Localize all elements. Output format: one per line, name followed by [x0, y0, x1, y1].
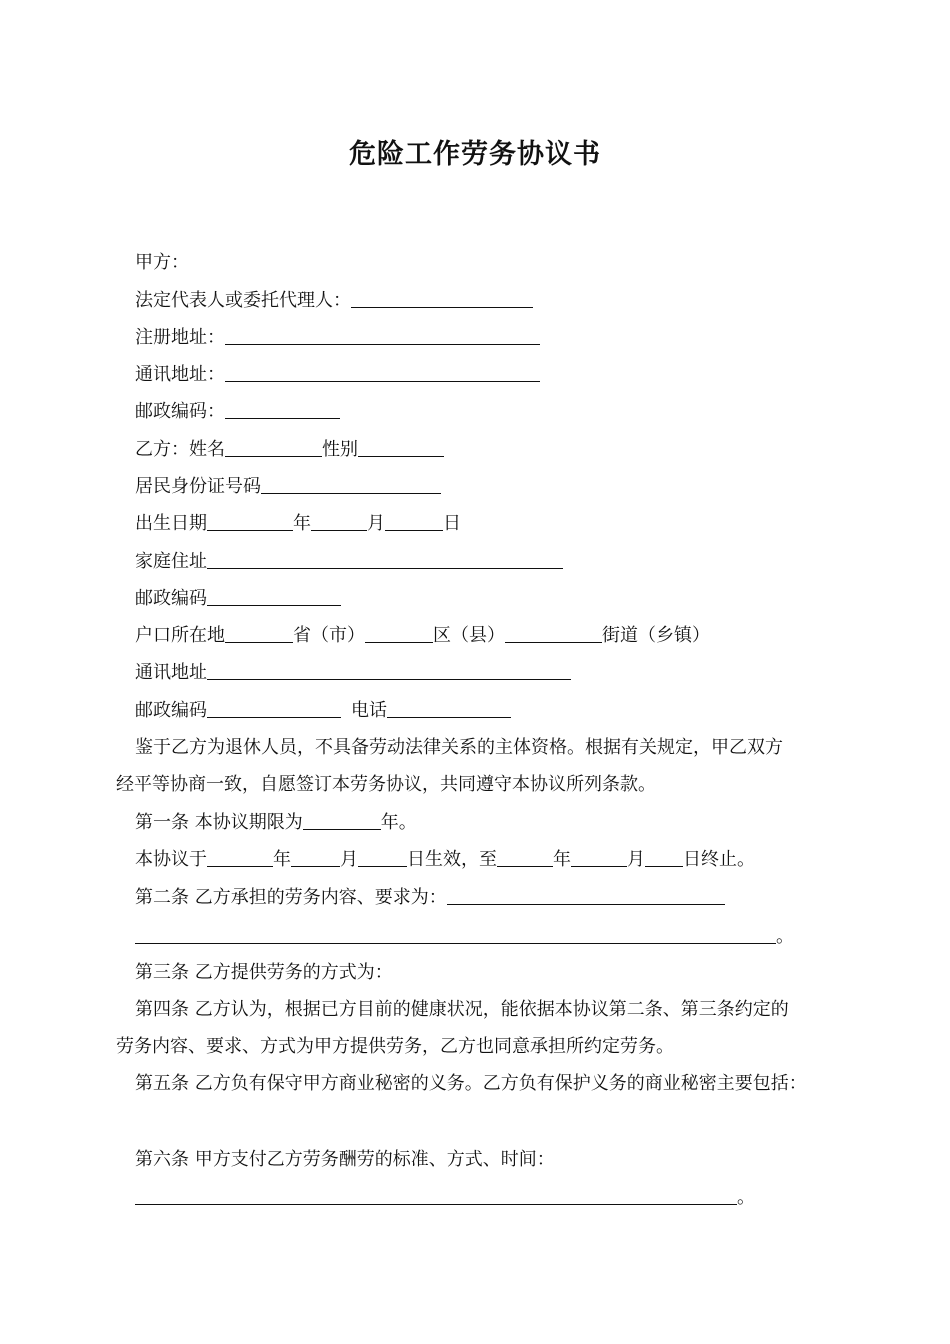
end-year-label: 年 — [553, 849, 571, 870]
representative-blank[interactable] — [351, 291, 533, 308]
article-2-blank[interactable] — [447, 888, 725, 905]
household-registration-label: 户口所在地 — [135, 625, 225, 646]
article-6-period: 。 — [737, 1187, 755, 1208]
birth-day-blank[interactable] — [385, 514, 443, 531]
document-title: 危险工作劳务协议书 — [349, 139, 601, 170]
party-b-mailing-address-label: 通讯地址 — [135, 662, 207, 683]
preamble-line-1: 鉴于乙方为退休人员，不具备劳动法律关系的主体资格。根据有关规定，甲乙双方 — [135, 737, 783, 758]
party-b-name-blank[interactable] — [225, 440, 322, 457]
article-1-text: 第一条 本协议期限为 — [135, 812, 303, 833]
party-a-line — [135, 252, 189, 274]
id-number-label: 居民身份证号码 — [135, 476, 261, 497]
effective-period-line — [135, 849, 755, 871]
district-blank[interactable] — [365, 626, 433, 643]
representative-line — [135, 290, 533, 312]
home-address-label: 家庭住址 — [135, 551, 207, 572]
registered-address-line — [135, 327, 540, 349]
home-address-line — [135, 551, 563, 573]
street-blank[interactable] — [505, 626, 602, 643]
term-years-label: 年。 — [380, 812, 417, 833]
province-blank[interactable] — [225, 626, 293, 643]
birth-date-label: 出生日期 — [135, 513, 207, 534]
party-b-name-label: 乙方：姓名 — [135, 439, 225, 460]
party-b-postcode-label-2: 邮政编码 — [135, 700, 207, 721]
birth-year-label: 年 — [293, 513, 311, 534]
party-b-mailing-address-blank[interactable] — [207, 663, 571, 680]
gender-blank[interactable] — [358, 440, 444, 457]
start-day-blank[interactable] — [358, 850, 407, 867]
party-a-mailing-address-line — [135, 364, 540, 386]
article-6-continuation-line — [135, 1187, 755, 1209]
start-year-label: 年 — [273, 849, 291, 870]
article-4-line-1: 第四条 乙方认为，根据已方目前的健康状况，能依据本协议第二条、第三条约定的 — [135, 999, 789, 1020]
article-2-continuation-line — [135, 926, 794, 948]
start-day-label: 日生效，至 — [407, 849, 497, 870]
article-6-blank[interactable] — [135, 1188, 737, 1205]
birth-day-label: 日 — [443, 513, 461, 534]
start-year-blank[interactable] — [207, 850, 273, 867]
article-3-line: 第三条 乙方提供劳务的方式为： — [135, 962, 393, 983]
party-a-mailing-address-blank[interactable] — [225, 365, 540, 382]
article-1-line — [135, 812, 417, 834]
household-registration-line — [135, 625, 710, 647]
birth-date-line — [135, 513, 461, 535]
party-a-postcode-label: 邮政编码： — [135, 401, 225, 422]
birth-month-blank[interactable] — [311, 514, 367, 531]
preamble-line-2: 经平等协商一致，自愿签订本劳务协议，共同遵守本协议所列条款。 — [116, 774, 656, 795]
article-2-period: 。 — [776, 926, 794, 947]
party-b-postcode-line — [135, 588, 341, 610]
article-2-continuation-blank[interactable] — [135, 927, 776, 944]
end-year-blank[interactable] — [497, 850, 553, 867]
party-b-postcode-blank[interactable] — [207, 589, 341, 606]
party-b-mailing-address-line — [135, 662, 571, 684]
id-number-blank[interactable] — [261, 477, 441, 494]
gender-label: 性别 — [322, 439, 358, 460]
term-years-blank[interactable] — [303, 813, 381, 830]
end-day-label: 日终止。 — [683, 849, 755, 870]
phone-blank[interactable] — [387, 701, 511, 718]
party-b-postcode-blank-2[interactable] — [207, 701, 341, 718]
party-a-label: 甲方： — [135, 252, 189, 273]
end-day-blank[interactable] — [645, 850, 683, 867]
start-month-label: 月 — [340, 849, 358, 870]
effective-start-label: 本协议于 — [135, 849, 207, 870]
article-5-line: 第五条 乙方负有保守甲方商业秘密的义务。乙方负有保护义务的商业秘密主要包括： — [135, 1073, 807, 1094]
start-month-blank[interactable] — [291, 850, 340, 867]
phone-label: 电话 — [351, 700, 387, 721]
street-label: 街道（乡镇） — [602, 625, 710, 646]
district-label: 区（县） — [433, 625, 505, 646]
article-6-line: 第六条 甲方支付乙方劳务酬劳的标准、方式、时间： — [135, 1149, 555, 1170]
party-b-postcode-phone-line — [135, 700, 511, 722]
registered-address-blank[interactable] — [225, 328, 540, 345]
id-number-line — [135, 476, 441, 498]
representative-label: 法定代表人或委托代理人： — [135, 290, 351, 311]
birth-month-label: 月 — [367, 513, 385, 534]
article-2-line — [135, 887, 725, 909]
party-a-postcode-line — [135, 401, 340, 423]
party-b-postcode-label: 邮政编码 — [135, 588, 207, 609]
article-2-text: 第二条 乙方承担的劳务内容、要求为： — [135, 887, 447, 908]
home-address-blank[interactable] — [207, 552, 563, 569]
party-a-mailing-address-label: 通讯地址： — [135, 364, 225, 385]
province-label: 省（市） — [293, 625, 365, 646]
party-b-name-line — [135, 439, 444, 461]
registered-address-label: 注册地址： — [135, 327, 225, 348]
party-a-postcode-blank[interactable] — [225, 402, 340, 419]
article-4-line-2: 劳务内容、要求、方式为甲方提供劳务，乙方也同意承担所约定劳务。 — [116, 1036, 674, 1057]
end-month-label: 月 — [627, 849, 645, 870]
end-month-blank[interactable] — [571, 850, 627, 867]
birth-year-blank[interactable] — [207, 514, 293, 531]
